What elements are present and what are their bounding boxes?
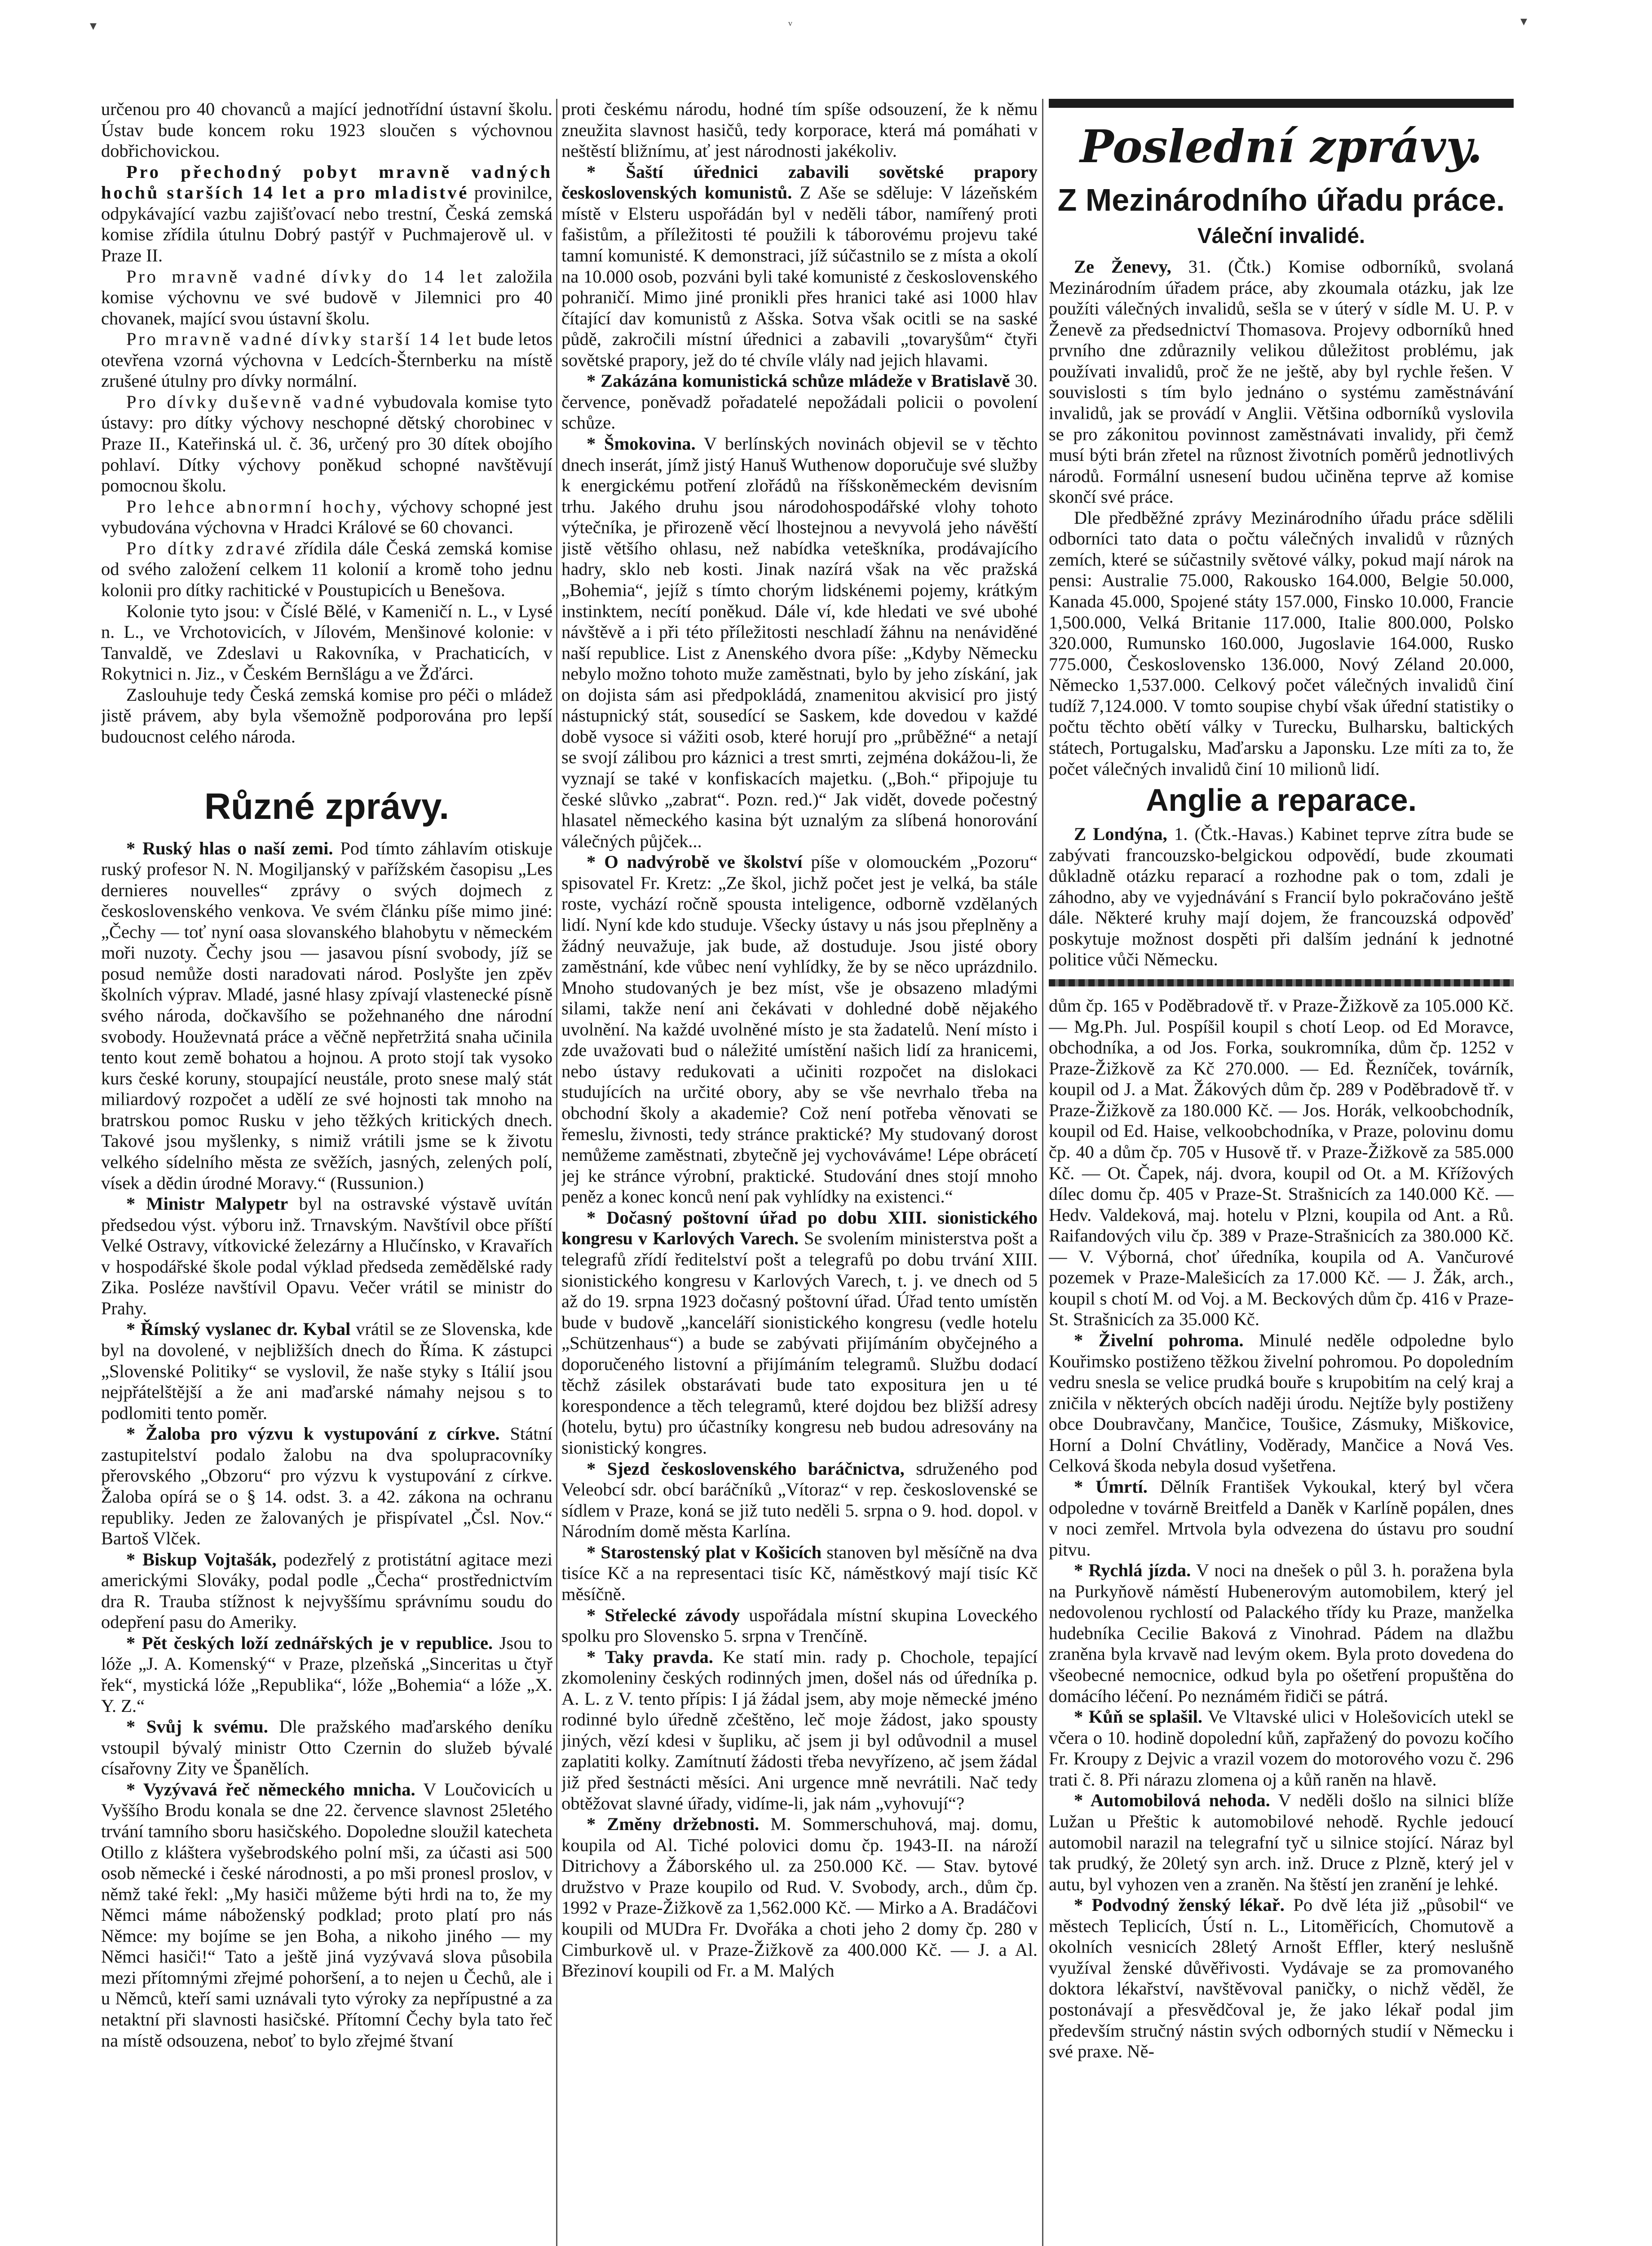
news-item: * Zakázána komunistická schůze mládeže v Bratislavě 30. července, poněvadž pořadatelé nepožádali policii o povolení schůze. — [561, 371, 1038, 433]
news-item: * Sjezd československého baráčnictva, sdruženého pod Veleobcí sdr. obcí baráčníků „Vítoraz“ v rep. československé se sídlem v Praze, koná se již tuto neděli 5. srpna o 9. hod. dopol. v Národním domě města Karlína. — [561, 1458, 1038, 1542]
middle-column — [561, 99, 1038, 2246]
news-item: proti českému národu, hodné tím spíše odsouzení, že k němu zneužita slavnost hasičů, tedy korporace, která má pomáhati v neštěstí bližnímu, ať jest národnosti jakékoliv. — [561, 99, 1038, 161]
article-paragraph: Pro mravně vadné dívky do 14 let založila komise výchovnu ve své budově v Jilemnici pro 40 chovanek, mající svou ústavní školu. — [101, 266, 552, 328]
latest-news-banner: Poslední zprávy. — [1080, 120, 1483, 173]
headline: Z Mezinárodního úřadu práce. — [1057, 182, 1505, 217]
column-rule — [556, 99, 557, 2246]
news-item: dům čp. 165 v Poděbradově tř. v Praze-Žižkově za 105.000 Kč. — Mg.Ph. Jul. Pospíšil koupil s chotí Leop. od Ed Moravce, obchodníka, a od Jos. Forka, soukromníka, dům čp. 1252 v Praze-Žižkově za Kč 270.000. — Ed. Řezníček, továrník, koupil od J. a Mat. Žákových dům čp. 289 v Poděbradově tř. v Praze-Žižkově za 180.000 Kč. — Jos. Horák, velkoobchodník, koupil od Ed. Haise, velkoobchodníka, v Praze, polovinu domu čp. 40 a dům čp. 705 v Husově tř. v Praze-Žižkově za 585.000 Kč. — Ot. Čapek, náj. dvora, koupil od Ot. a M. Křížových dílec domu čp. 405 v Praze-St. Strašnicích za 140.000 Kč. — Hedv. Valdeková, maj. hotelu v Plzni, koupila od Ant. a Rů. Raifandových vilu čp. 389 v Praze-Strašnicích za 380.000 Kč. — V. Výborná, choť úředníka, koupila od A. Vančurové pozemek v Praze-Malešicích za 17.000 Kč. — J. Žák, arch., koupil s chotí M. od Voj. a M. Beckových dům čp. 416 v Praze-St. Strašnicích za 35.000 Kč. — [1049, 995, 1514, 1330]
article-paragraph: Pro dívky duševně vadné vybudovala komise tyto ústavy: pro dítky výchovy neschopné dětský chorobinec v Praze II., Kateřinská ul. č. 36, určený pro 30 dítek obojího pohlaví. Dítky výchovy poněkud schopné navštěvují pomocnou školu. — [101, 391, 552, 496]
news-item: * Dočasný poštovní úřad po dobu XIII. sionistického kongresu v Karlových Varech. Se svolením ministerstva pošt a telegrafů zřídí ředitelství pošt a telegrafů po dobu trvání XIII. sionistického kongresu v Karlových Varech, t. j. ve dnech od 5 až do 19. srpna 1923 dočasný poštovní úřad. Úřad tento umístěn bude v budově „kanceláří sionistického kongresu (vedle hotelu „Schützenhaus“) a bude se zabývati přijímáním obyčejného a doporučeného listovní a přijímáním telegramů. Službu dodací těchž zásilek obstarávati bude tato expositura jen u té korespondence a těch telegramů, které dojdou bez bližší adresy (hotelu, bytu) pro účastníky kongresu neb budou adresovány na sionistický kongres. — [561, 1207, 1038, 1458]
article-paragraph: Pro lehce abnormní hochy, výchovy schopné jest vybudována výchovna v Hradci Králové se 60 chovanci. — [101, 496, 552, 538]
news-item: * O nadvýrobě ve školství píše v olomouckém „Pozoru“ spisovatel Fr. Kretz: „Ze škol, jichž počet jest je velká, ba stále roste, vychází ročně spousta inteligence, odborně vzdělaných lidí. Nyní kde kdo studuje. Všecky ústavy u nás jsou přeplněny a žádný neuvažuje, jak bude, až dostuduje. Jsou jisté obory zaměstnání, kde vůbec není vyhlídky, že by se něco uprázdnilo. Mnoho studovaných je bez míst, vše je obsazeno mladými silami, takže není ani čekávati v dohledné době nějakého uvolnění. Na každé uvolněné místo je sta žadatelů. Není místo i zde uvažovati bud o náležité umístění našich lidí za hranicemi, nebo ústavy redukovati a učiniti rozpočet na dislokaci studujících na určité obory, aby se vše nevrhalo třeba na obchodní školy a akademie? Což není potřeba věnovati se řemeslu, živnosti, tedy stránce praktické? My studovaný dorost nemůžeme zaměstnati, zbytečně jej vychováváme! Lépe obrácetí jej ke stránce výrobní, praktické. Studování dnes stojí mnoho peněz a konec konců není pak vyhlídky na existenci.“ — [561, 852, 1038, 1207]
news-item: * Šmokovina. V berlínských novinách objevil se v těchto dnech inserát, jímž jistý Hanuš Wuthenow doporučuje své služby k energickému potření zlořádů na říšskoněmeckém devisním trhu. Jakého druhu jsou národohospodářské vlohy tohoto výtečníka, je přirozeně věcí lhostejnou a nevyvolá jeho návěští jistě většího ohlasu, než nabídka veteškníka, prodávajícího hadry, sklo neb kosti. Jinak nazírá však na věc pražská „Bohemia“, jejíž s tímto chorým lidskénemi pojemy, krátkým instinktem, necítí poněkud. Dále ví, kde hledati ve své ubohé návštěvě a i při této příležitosti neschladí žáhnu na nenáviděné naší republice. List z Anenského dvora píše: „Kdyby Německu nebylo možno tohoto muže zaměstnati, bylo by jeho získání, jak on dojista sám asi předpokládá, znamenitou akvisicí pro jistý nástupnický stát, sousedící se Saskem, kde dovedou v každé době vysoce si vážiti osob, které horují pro „průběžné“ a netají se svojí zálibou pro káznici a trest smrti, zejména dokážou-li, že vyznají se také v konfiskacích majetku. („Boh.“ připojuje tu české slůvko „zabrat“. Pozn. red.)“ Jak vidět, dovede počestný hlasatel německého kasina být uznalým za slíbená honorování válečných půjček... — [561, 433, 1038, 851]
left-column — [101, 99, 552, 2246]
subheadline: Váleční invalidé. — [1197, 224, 1365, 248]
article-paragraph: Pro přechodný pobyt mravně vadných hochů starších 14 let a pro mladistvé provinilce, odpykávající vazbu zajišťovací nebo trestní, Česká zemská komise zřídila útulnu Dobrý pastýř v Puchmajerově ul. v Praze II. — [101, 161, 552, 265]
news-item: * Pět českých loží zednářských je v republice. Jsou to lóže „J. A. Komenský“ v Praze, plzeňská „Sinceritas u čtyř řek“, mystická lóže „Republika“, lóže „Bohemia“ a lóže „X. Y. Z.“ — [101, 1632, 552, 1716]
headline: Anglie a reparace. — [1145, 783, 1417, 818]
news-item: * Ministr Malypetr byl na ostravské výstavě uvítán předsedou výst. výboru inž. Trnavským. Navštívil obce příští Velké Ostravy, vítkovické železárny a Hlučínsko, v Kravařích v hospodářské škole podal výklad předseda zemědělské rady Zika. Posléze navštívil Opavu. Večer vrátil se ministr do Prahy. — [101, 1194, 552, 1318]
scan-mark: ▾ — [1520, 14, 1528, 29]
article-paragraph: Pro dítky zdravé zřídila dále Česká zemská komise od svého založení celkem 11 kolonií a kromě toho jednu kolonii pro dítky rachitické v Poustupicích u Benešova. — [101, 538, 552, 600]
news-item: * Změny držebnosti. M. Sommerschuhová, maj. domu, koupila od Al. Tiché polovici domu čp. 1943-II. na nároží Ditrichovy a Žáborského ul. za 250.000 Kč. — Stav. bytové družstvo v Praze koupilo od Rud. V. Svobody, arch., dům čp. 1992 v Praze-Žižkově za 1,562.000 Kč. — Mirko a A. Bradáčovi koupili od MUDra Fr. Dvořáka a choti jeho 2 domy čp. 280 v Cimburkově ul. v Praze-Žižkově za 400.000 Kč. — J. a Al. Březinoví koupili od Fr. a M. Malých — [561, 1814, 1038, 1981]
scan-mark: ▾ — [90, 18, 97, 33]
news-item: * Živelní pohroma. Minulé neděle odpoledne bylo Kouřimsko postiženo těžkou živelní pohromou. Po dopoledním vedru snesla se velice prudká bouře s krupobitím na celý kraj a zničila v některých obcích naději úrodu. Nejtíže byly postiženy obce Doubravčany, Mančice, Toušice, Zásmuky, Miškovice, Horní a Dolní Chvátliny, Voděrady, Mančice a Nová Ves. Celková škoda nebyla dosud vyšetřena. — [1049, 1330, 1514, 1476]
right-column — [1049, 99, 1514, 2246]
news-item: * Šaští úřednici zabavili sovětské prapory československých komunistů. Z Aše se sděluje: V lázeňském místě v Elsteru uspořádán byl v neděli tábor, namířený proti fašistům, a příležitosti té použili k táborovému projevu také tamní komunisté. K demonstraci, jíž súčastnilo se z místa a okolí na 10.000 osob, pozváni byli také komunisté z československého pohraničí. Mimo jiné pronikli přes hranici také asi 1000 hlav čítající dav komunistů z Ašska. Sotva však ocitli se na saské půdě, zakročili místní úřednici a zabavili „tovaryšům“ čtyři sovětské prapory, jež do té chvíle vlály nad jejich hlavami. — [561, 161, 1038, 370]
article-paragraph: Zaslouhuje tedy Česká zemská komise pro péči o mládež jistě právem, aby byla všemožně podporována pro lepší budoucnost celého národa. — [101, 684, 552, 747]
column-rule — [1042, 99, 1043, 2246]
article-paragraph: Dle předběžné zprávy Mezinárodního úřadu práce sdělili odborníci tato data o počtu válečných invalidů v různých zemích, které se súčastnily světové války, pokud mají nárok na pensi: Australie 75.000, Rakousko 164.000, Belgie 50.000, Kanada 45.000, Spojené státy 157.000, Finsko 10.000, Francie 1,500.000, Velká Britanie 117.000, Italie 800.000, Polsko 320.000, Rumunsko 160.000, Jugoslavie 164.000, Rusko 775.000, Československo 136.000, Nový Zéland 20.000, Německo 1,537.000. Celkový počet válečných invalidů činí tudíž 7,124.000. V tomto soupise chybí však úřední statistiky o počtu těchto obětí války v Turecku, Bulharsku, baltických státech, Portugalsku, Maďarsku a Japonsku. Lze míti za to, že počet válečných invalidů činí 10 milionů lidí. — [1049, 507, 1514, 779]
scan-mark: ᵛ — [788, 18, 792, 33]
article-paragraph: Z Londýna, 1. (Čtk.-Havas.) Kabinet teprve zítra bude se zabývati francouzsko-belgickou odpovědí, bude zkoumati důkladně otázku reparací a rozhodne pak o tom, zdali je záhodno, aby ve vyjednávání s Francií bylo pokračováno ještě dále. Některé kruhy mají dojem, že francouzská odpověď poskytuje možnost dospěti při dalším jednání k jednotné politice vůči Německu. — [1049, 824, 1514, 970]
news-item: * Vyzývavá řeč německého mnicha. V Loučovicích u Vyššího Brodu konala se dne 22. července slavnost 25letého trvání tamního sboru hasičského. Dopoledne sloužil katecheta Otillo z kláštera vyšebrodského polní mši, za účasti asi 500 osob německé i české národnosti, a po mši pronesl proslov, v němž také řekl: „My hasiči můžeme býti hrdi na to, že my Němci máme náboženský podklad; proto platí pro nás Němce: my bojíme se jen Boha, a nikoho jiného — my Němci hasiči!“ Tato a ještě jiná vyzývavá slova působila mezi přítomnými zřejmé pohoršení, a to nejen u Čechů, ale i u Němců, kteří sami uznávali tyto výroky za nepřípustné a za netaktní při slavnosti hasičské. Přítomní Čechy byla tato řeč na místě odsouzena, neboť to bylo zřejmé štvaní — [101, 1779, 552, 2051]
news-item: * Rychlá jízda. V noci na dnešek o půl 3. h. poražena byla na Purkyňově náměstí Hubenerovým automobilem, který jel nedovolenou rychlostí od Palackého třídy ku Praze, manželka hudebníka Cecilie Baková z Vinohrad. Pádem na dlažbu zraněna byla krvavě nad levým okem. Byla proto dovedena do všeobecné nemocnice, odkud byla po ošetření propuštěna do domácího léčení. Po neznámém řidiči se pátrá. — [1049, 1560, 1514, 1706]
news-item: * Žaloba pro výzvu k vystupování z církve. Státní zastupitelství podalo žalobu na dva spolupracovníky přerovského „Obzoru“ pro výzvu k vystupování z církve. Žaloba opírá se o § 14. odst. 3. a 42. zákona na ochranu republiky. Jeden ze žalovaných je přispívatel „Čsl. Nov.“ Bartoš Vlček. — [101, 1424, 552, 1549]
section-divider — [1049, 979, 1514, 986]
news-item: * Podvodný ženský lékař. Po dvě léta již „působil“ ve městech Teplicích, Ústí n. L., Litoměřicích, Chomutově a okolních vesnicích 28letý Arnošt Effler, který neslušně využíval ženské důvěřivosti. Vydávaje se za promovaného doktora lékařství, navštěvoval paničky, o nichž věděl, že postonávají a přesvědčoval je, že jako lékař podal jim především stručný nástin svých odborných studií v Německu i své praxe. Ně- — [1049, 1895, 1514, 2062]
news-item: * Úmrtí. Dělník František Vykoukal, který byl včera odpoledne v továrně Breitfeld a Daněk v Karlíně popálen, dnes v noci zemřel. Mrtvola byla odvezena do ústavu pro soudní pitvu. — [1049, 1476, 1514, 1560]
news-item: * Starostenský plat v Košicích stanoven byl měsíčně na dva tisíce Kč a na representaci tisíc Kč, náměstkový mají tisíc Kč měsíčně. — [561, 1542, 1038, 1604]
article-paragraph: Pro mravně vadné dívky starší 14 let bude letos otevřena vzorná výchovna v Ledcích-Šternberku na místě zrušené útulny pro dívky normální. — [101, 329, 552, 391]
news-item: * Římský vyslanec dr. Kybal vrátil se ze Slovenska, kde byl na dovolené, v nejbližších dnech do Říma. K zástupci „Slovenské Politiky“ se vyslovil, že naše styky s Itálií jsou nejpřátelštější a že ani maďarské námahy nejsou s to podlomiti tento poměr. — [101, 1319, 552, 1423]
news-item: * Střelecké závody uspořádala místní skupina Loveckého spolku pro Slovensko 5. srpna v Trenčíně. — [561, 1605, 1038, 1646]
section-title: Různé zprávy. — [204, 786, 450, 827]
news-item: * Svůj k svému. Dle pražského maďarského deníku vstoupil bývalý ministr Otto Czernin do služeb bývalé císařovny Zity ve Španělích. — [101, 1716, 552, 1779]
article-paragraph: Ze Ženevy, 31. (Čtk.) Komise odborníků, svolaná Mezinárodním úřadem práce, aby zkoumala otázku, jak lze použíti válečných invalidů, sešla se v úterý v sídle M. U. P. v Ženevě za předsednictví Thomasova. Projevy odborníků hned prvního dne zdůraznily velikou důležitost problému, jak používati invalidů, proč že ne ještě, aby byl rychle řešen. V souvislosti s tím bylo jednáno o systému zaměstnávání invalidů, jak se provádí v Anglii. Většina odborníků vyslovila se pro zákonitou povinnost zaměstnávati invalidy, při čemž musí býti brán zřetel na různost životních poměrů jednotlivých národů. Formální usnesení budou učiněna teprve až komise skončí své práce. — [1049, 256, 1514, 507]
news-item: * Biskup Vojtašák, podezřelý z protistátní agitace mezi americkými Slováky, podal podle „Čecha“ prostřednictvím dra R. Trauba stížnost k nejvyššímu správnímu soudu do odepření pasu do Ameriky. — [101, 1549, 552, 1632]
banner-rule — [1049, 99, 1514, 108]
news-item: * Kůň se splašil. Ve Vltavské ulici v Holešovicích utekl se včera o 10. hodině dopolední kůň, zapřažený do povozu kočího Fr. Kroupy z Dejvic a vrazil vozem do motorového vozu č. 296 trati č. 8. Při nárazu zlomena oj a kůň raněn na hlavě. — [1049, 1707, 1514, 1790]
article-paragraph: Kolonie tyto jsou: v Číslé Bělé, v Kameničí n. L., v Lysé n. L., ve Vrchotovicích, v Jílovém, Menšinové kolonie: v Tanvaldě, ve Zdeslavi u Rakovníka, v Prachaticích, v Rokytnici n. Jiz., v Českém Bernšlágu a ve Žďárci. — [101, 601, 552, 684]
news-item: * Taky pravda. Ke statí min. rady p. Chochole, tepající zkomoleniny českých rodinných jmen, došel nás od úředníka p. A. L. z V. tento přípis: I já žádal jsem, aby moje německé jméno rodinné bylo úředně zčeštěno, leč moje žádost, jako spousty jiných, vězí kdesi v šupliku, ač jsem ji byl odůvodnil a musel zaplatiti kolky. Zamítnutí žádosti třeba nevyřízeno, ač jsem žádal již před šestnácti měsíci. Ani urgence mně nevrátili. Nač tedy obtěžovat slavné úřady, vidíme-li, jak nám „vyhovují“? — [561, 1646, 1038, 1813]
news-item: * Ruský hlas o naší zemi. Pod tímto záhlavím otiskuje ruský profesor N. N. Mogiljanský v pařížském časopisu „Les dernieres nouvelles“ zprávy o svých dojmech z československého venkova. Ve svém článku píše mimo jiné: „Čechy — toť nyní oasa slovanského blahobytu v německém moři nuzoty. Čechy jsou — jasavou písní svobody, jíž se posud nemůže dosti naradovati národ. Poslyšte jen zpěv školních výprav. Mladé, jasné hlasy zpívají vlastenecké písně svého národa, dočkavšího se požehnaného dne národní svobody. Houževnatá práce a věčně nepřetržitá snaha učinila tento kout země bohatou a hojnou. A proto stojí tak vysoko kurs české koruny, stoupající neustále, proto snese malý stát miliardový rozpočet a udělí ze své hojnosti tak mnoho na bratrskou pomoc Rusku v jeho těžkých kritických dnech. Takové jsou myšlenky, s nimiž vrátili jsme se k životu velkého sídelního města ze svěžích, jasných, zelených polí, vísek a dědin úrodné Moravy.“ (Russunion.) — [101, 838, 552, 1193]
news-item: * Automobilová nehoda. V neděli došlo na silnici blíže Lužan u Přeštic k automobilové nehodě. Rychle jedoucí automobil narazil na telegrafní tyč u silnice stojící. Náraz byl tak prudký, že 20letý syn arch. inž. Druce z Plzně, který jel v autu, byl vyhozen ven a zraněn. Na štěstí jen zranění je lehké. — [1049, 1790, 1514, 1894]
article-paragraph: určenou pro 40 chovanců a mající jednotřídní ústavní školu. Ústav bude koncem roku 1923 sloučen s výchovnou dobřichovickou. — [101, 99, 552, 161]
